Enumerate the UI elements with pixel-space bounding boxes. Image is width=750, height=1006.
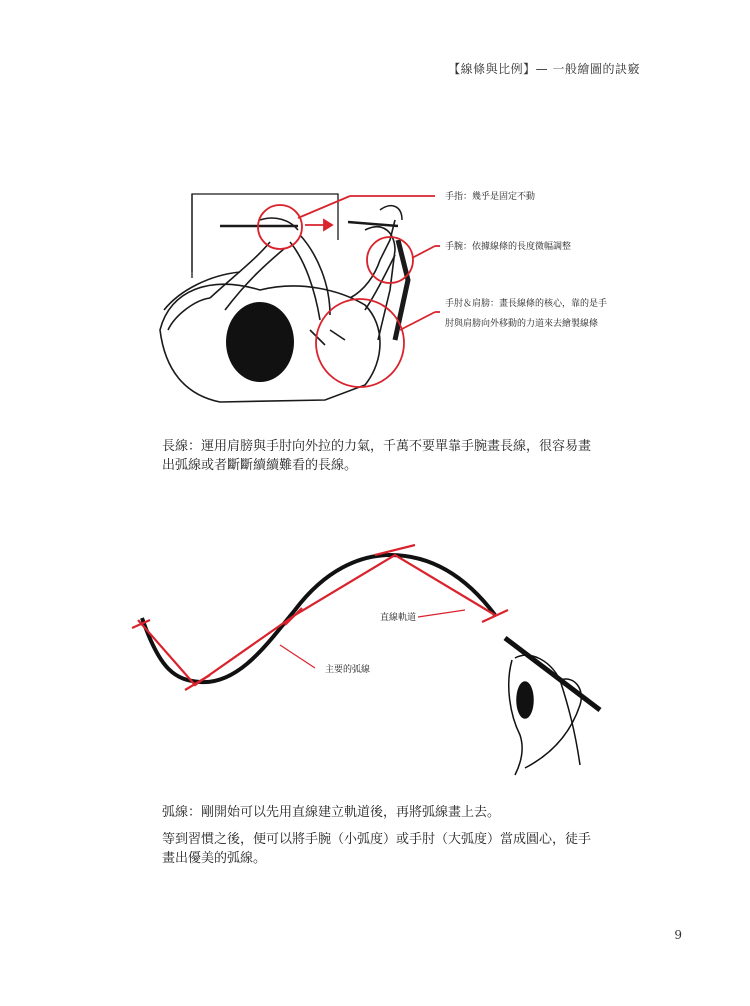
arc-description-1: 弧線：剛開始可以先用直線建立軌道後，再將弧線畫上去。	[162, 805, 501, 820]
annotation-elbow-shoulder-2: 肘與肩膀向外移動的力道來去繪製線條	[445, 319, 599, 329]
callout-lines	[280, 610, 465, 668]
page-header: 【線條與比例】— 一般繪圖的訣竅	[448, 62, 640, 76]
annotation-straight-track: 直線軌道	[380, 613, 417, 623]
long-line-description: 長線：運用肩膀與手肘向外拉的力氣，千萬不要單靠手腕畫長線，很容易畫出弧線或者斷斷續續難看的長線。	[162, 439, 592, 473]
straight-line-track	[132, 545, 508, 690]
hand-with-pen	[505, 638, 600, 775]
annotation-elbow-shoulder-1: 手肘＆肩膀：畫長線條的核心，靠的是手	[445, 299, 608, 309]
arc-drawing-illustration	[120, 530, 610, 790]
drawing-posture-illustration	[150, 180, 620, 410]
annotation-wrist: 手腕：依據線條的長度微幅調整	[445, 242, 572, 252]
page-number: 9	[674, 928, 682, 942]
annotation-main-arc: 主要的弧線	[325, 665, 371, 675]
annotation-fingers: 手指：幾乎是固定不動	[445, 192, 536, 202]
arc-description-2: 等到習慣之後，便可以將手腕（小弧度）或手肘（大弧度）當成圓心，徒手畫出優美的弧線。	[162, 832, 592, 866]
head-hair	[226, 302, 294, 382]
main-arc-curve	[142, 555, 495, 682]
